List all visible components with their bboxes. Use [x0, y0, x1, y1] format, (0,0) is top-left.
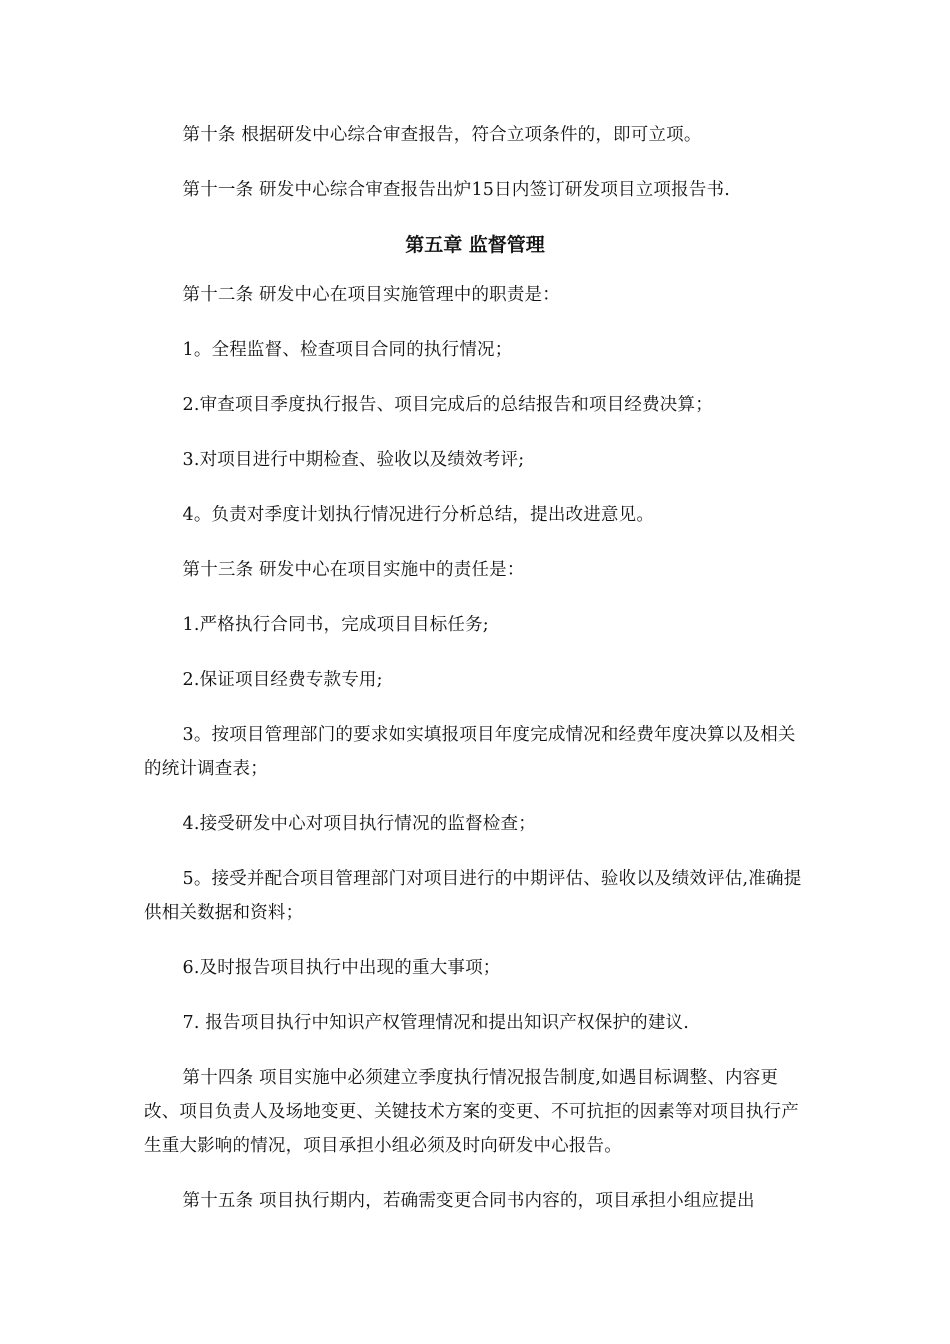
article-13-item-3: 3。按项目管理部门的要求如实填报项目年度完成情况和经费年度决算以及相关的统计调查表；	[144, 725, 796, 779]
article-12-item-3: 3.对项目进行中期检查、验收以及绩效考评;	[182, 450, 525, 470]
chapter-heading: 第五章 监督管理	[405, 234, 545, 256]
article-12-item-2: 2.审查项目季度执行报告、项目完成后的总结报告和项目经费决算；	[182, 395, 713, 415]
article-15: 第十五条 项目执行期内，若确需变更合同书内容的，项目承担小组应提出	[182, 1191, 755, 1211]
article-13-item-4: 4.接受研发中心对项目执行情况的监督检查；	[182, 814, 536, 834]
article-12: 第十二条 研发中心在项目实施管理中的职责是：	[182, 285, 560, 305]
article-13: 第十三条 研发中心在项目实施中的责任是：	[182, 560, 525, 580]
article-13-item-6: 6.及时报告项目执行中出现的重大事项；	[182, 958, 501, 978]
article-10: 第十条 根据研发中心综合审查报告，符合立项条件的，即可立项。	[182, 125, 702, 145]
article-13-item-1: 1.严格执行合同书，完成项目目标任务;	[182, 615, 489, 635]
article-12-item-4: 4。负责对季度计划执行情况进行分析总结，提出改进意见。	[182, 505, 655, 525]
article-13-item-5: 5。接受并配合项目管理部门对项目进行的中期评估、验收以及绩效评估,准确提供相关数据和资料；	[144, 869, 802, 923]
article-13-item-7: 7. 报告项目执行中知识产权管理情况和提出知识产权保护的建议.	[182, 1013, 690, 1033]
article-13-item-2: 2.保证项目经费专款专用;	[182, 670, 383, 690]
article-11: 第十一条 研发中心综合审查报告出炉15日内签订研发项目立项报告书.	[182, 180, 730, 200]
document-body	[144, 118, 806, 1239]
article-12-item-1: 1。全程监督、检查项目合同的执行情况；	[182, 340, 513, 360]
article-14: 第十四条 项目实施中必须建立季度执行情况报告制度,如遇目标调整、内容更改、项目负责人及场地变更、关键技术方案的变更、不可抗拒的因素等对项目执行产生重大影响的情况，项目承担小组必须及时向研发中心报告。	[144, 1068, 799, 1156]
